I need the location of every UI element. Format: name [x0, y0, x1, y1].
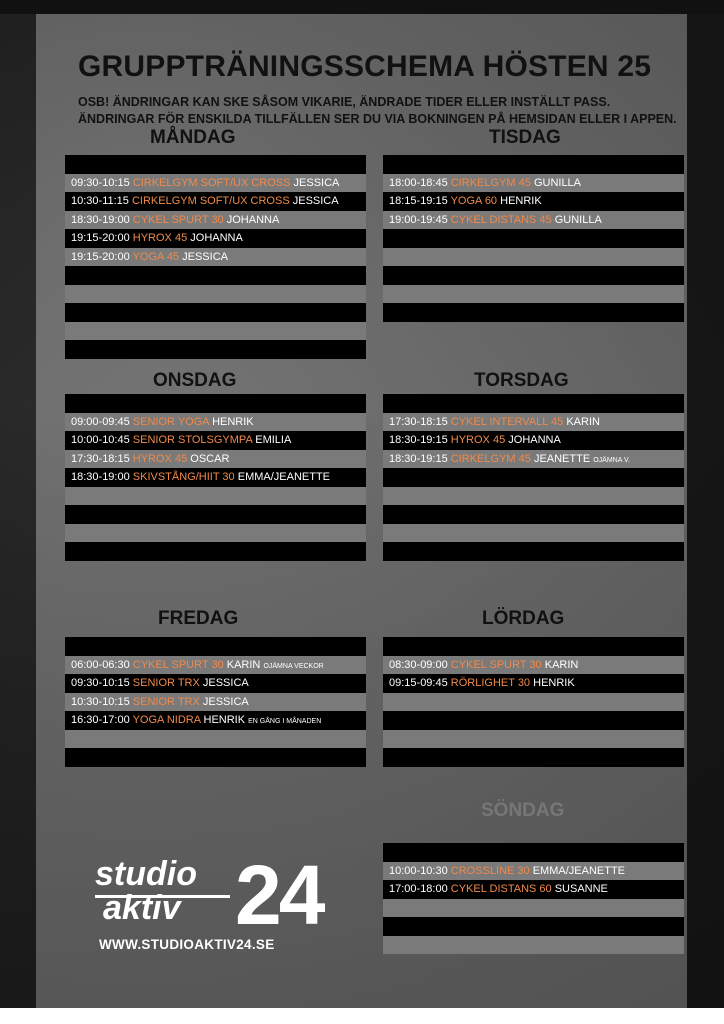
class-time: 10:00-10:30: [389, 864, 448, 877]
class-leader: EMMA/JEANETTE: [532, 864, 626, 877]
class-name: CYKEL DISTANS 60: [450, 883, 552, 895]
schedule-table-lordag: [383, 637, 684, 767]
class-leader: JOHANNA: [190, 232, 243, 244]
class-time: 09:00-09:45: [71, 415, 130, 428]
schedule-row: [383, 917, 684, 936]
class-leader: JEANETTE: [533, 452, 591, 465]
class-leader: GUNILLA: [554, 213, 602, 226]
schedule-row: [65, 693, 366, 712]
schedule-row: [383, 229, 684, 248]
schedule-row: [65, 303, 366, 322]
schedule-row: [383, 656, 684, 675]
schedule-row: [383, 674, 684, 693]
class-leader: KARIN: [566, 415, 600, 428]
schedule-row: [65, 524, 366, 543]
schedule-row: [383, 174, 684, 193]
class-name: YOGA NIDRA: [132, 714, 201, 726]
schedule-row: [383, 211, 684, 230]
class-name: HYROX 45: [132, 232, 188, 244]
schedule-row: [383, 730, 684, 749]
schedule-table-onsdag: [65, 394, 366, 561]
schedule-row: [65, 266, 366, 285]
schedule-row: [383, 266, 684, 285]
schedule-row: [65, 340, 366, 359]
schedule-table-torsdag: [383, 394, 684, 561]
schedule-row: [65, 656, 366, 675]
schedule-row: [65, 285, 366, 304]
class-name: SENIOR STOLSGYMPA: [132, 434, 253, 446]
class-leader: KARIN: [544, 658, 579, 671]
schedule-row: [383, 248, 684, 267]
schedule-row: [383, 450, 684, 469]
schedule-row: [383, 285, 684, 304]
page-title: GRUPPTRÄNINGSSCHEMA HÖSTEN 25: [78, 50, 652, 83]
schedule-row: [65, 748, 366, 767]
class-leader: OSCAR: [190, 452, 230, 465]
schedule-row: [65, 450, 366, 469]
schedule-row: [383, 192, 684, 211]
schedule-row: [65, 711, 366, 730]
class-name: SKIVSTÅNG/HIIT 30: [132, 471, 235, 483]
schedule-row: [65, 248, 366, 267]
schedule-row: [65, 211, 366, 230]
class-name: HYROX 45: [450, 434, 506, 446]
notice-line-2: ÄNDRINGAR FÖR ENSKILDA TILLFÄLLEN SER DU VIA BOKNINGEN PÅ HEMSIDAN ELLER I APPEN.: [78, 112, 677, 126]
schedule-row: [383, 524, 684, 543]
class-name: CIRKELGYM SOFT/UX CROSS: [131, 195, 290, 207]
frame-bottom: [0, 1008, 724, 1024]
class-leader: EMMA/JEANETTE: [237, 471, 331, 483]
class-time: 17:00-18:00: [389, 883, 448, 895]
class-leader: GUNILLA: [533, 176, 582, 189]
class-time: 06:00-06:30: [71, 658, 130, 671]
class-time: 18:15-19:15: [389, 195, 448, 207]
website-link[interactable]: WWW.STUDIOAKTIV24.SE: [99, 937, 275, 952]
class-note: EN GÅNG I MÅNADEN: [248, 718, 322, 725]
class-leader: HENRIK: [212, 415, 254, 428]
schedule-row: [383, 505, 684, 524]
schedule-row: [65, 487, 366, 506]
schedule-table-mandag: [65, 155, 366, 359]
day-title-fredag: FREDAG: [158, 608, 239, 629]
schedule-row: [383, 899, 684, 918]
day-title-sondag: SÖNDAG: [481, 800, 565, 821]
schedule-row: [65, 394, 366, 413]
class-leader: HENRIK: [533, 677, 575, 689]
logo-number: 24: [235, 848, 323, 942]
class-time: 10:00-10:45: [71, 434, 130, 446]
class-name: CIRKELGYM SOFT/UX CROSS: [132, 176, 291, 189]
schedule-row: [65, 468, 366, 487]
class-name: RÖRLIGHET 30: [450, 677, 531, 689]
class-name: HYROX 45: [132, 452, 188, 465]
class-time: 18:00-18:45: [389, 176, 448, 189]
schedule-table-tisdag: [383, 155, 684, 322]
schedule-row: [383, 693, 684, 712]
class-time: 17:30-18:15: [389, 415, 448, 428]
day-title-mandag: MÅNDAG: [150, 127, 236, 148]
class-leader: HENRIK: [500, 195, 542, 207]
class-name: CYKEL SPURT 30: [132, 213, 224, 226]
schedule-row: [65, 431, 366, 450]
day-title-tisdag: TISDAG: [489, 127, 561, 148]
schedule-row: [65, 155, 366, 174]
class-name: CYKEL DISTANS 45: [450, 213, 552, 226]
schedule-row: [383, 413, 684, 432]
class-time: 17:30-18:15: [71, 452, 130, 465]
class-time: 09:30-10:15: [71, 176, 130, 189]
schedule-table-sondag: [383, 843, 684, 954]
schedule-row: [383, 862, 684, 881]
schedule-row: [383, 637, 684, 656]
class-time: 10:30-11:15: [71, 195, 129, 207]
class-time: 18:30-19:15: [389, 434, 448, 446]
frame-right: [687, 0, 724, 1024]
schedule-row: [383, 936, 684, 955]
class-name: SENIOR TRX: [132, 677, 200, 689]
schedule-row: [383, 487, 684, 506]
class-time: 19:15-20:00: [71, 250, 130, 263]
schedule-row: [383, 880, 684, 899]
class-time: 10:30-10:15: [71, 695, 130, 708]
class-time: 19:15-20:00: [71, 232, 130, 244]
class-leader: HENRIK: [203, 714, 246, 726]
class-leader: JESSICA: [202, 695, 249, 708]
class-leader: EMILIA: [255, 434, 292, 446]
schedule-table-fredag: [65, 637, 366, 767]
class-leader: JESSICA: [293, 176, 340, 189]
schedule-row: [65, 505, 366, 524]
class-time: 18:30-19:15: [389, 452, 448, 465]
day-title-onsdag: ONSDAG: [153, 370, 237, 391]
frame-left: [0, 0, 36, 1024]
class-name: CIRKELGYM 45: [450, 176, 531, 189]
class-leader: JOHANNA: [226, 213, 280, 226]
schedule-row: [65, 413, 366, 432]
class-leader: KARIN: [226, 658, 261, 671]
class-leader: JESSICA: [182, 250, 228, 263]
schedule-row: [383, 155, 684, 174]
schedule-row: [383, 711, 684, 730]
schedule-row: [65, 730, 366, 749]
class-note: OJÄMNA V.: [593, 456, 630, 464]
day-title-torsdag: TORSDAG: [474, 370, 569, 391]
schedule-row: [65, 229, 366, 248]
class-name: SENIOR TRX: [132, 695, 200, 708]
class-time: 09:15-09:45: [389, 677, 448, 689]
schedule-row: [65, 637, 366, 656]
class-name: CYKEL SPURT 30: [450, 658, 542, 671]
class-leader: SUSANNE: [554, 883, 608, 895]
class-time: 18:30-19:00: [71, 213, 130, 226]
schedule-row: [383, 431, 684, 450]
class-note: OJÄMNA VECKOR: [263, 662, 324, 670]
class-leader: JOHANNA: [508, 434, 561, 446]
notice-line-1: OSB! ÄNDRINGAR KAN SKE SÅSOM VIKARIE, ÄNDRADE TIDER ELLER INSTÄLLT PASS.: [78, 95, 611, 109]
schedule-row: [383, 394, 684, 413]
class-name: SENIOR YOGA: [132, 415, 209, 428]
class-time: 16:30-17:00: [71, 714, 130, 726]
schedule-row: [383, 468, 684, 487]
class-leader: JESSICA: [292, 195, 339, 207]
class-name: CROSSLINE 30: [450, 864, 530, 877]
schedule-row: [383, 542, 684, 561]
class-name: CYKEL SPURT 30: [132, 658, 224, 671]
class-time: 08:30-09:00: [389, 658, 448, 671]
studio-aktiv-logo: [95, 848, 365, 942]
class-time: 19:00-19:45: [389, 213, 448, 226]
logo-studio-text: studio: [95, 855, 197, 893]
frame-top: [0, 0, 724, 14]
schedule-row: [383, 843, 684, 862]
class-time: 09:30-10:15: [71, 677, 130, 689]
schedule-row: [65, 174, 366, 193]
schedule-row: [383, 748, 684, 767]
schedule-row: [65, 192, 366, 211]
class-name: YOGA 45: [132, 250, 180, 263]
schedule-row: [65, 322, 366, 341]
class-name: CIRKELGYM 45: [450, 452, 531, 465]
class-time: 18:30-19:00: [71, 471, 130, 483]
class-leader: JESSICA: [202, 677, 249, 689]
day-title-lordag: LÖRDAG: [482, 608, 565, 629]
logo-aktiv-text: aktiv: [103, 889, 181, 927]
schedule-row: [383, 303, 684, 322]
schedule-row: [65, 674, 366, 693]
schedule-row: [65, 542, 366, 561]
class-name: YOGA 60: [450, 195, 498, 207]
class-name: CYKEL INTERVALL 45: [450, 415, 564, 428]
